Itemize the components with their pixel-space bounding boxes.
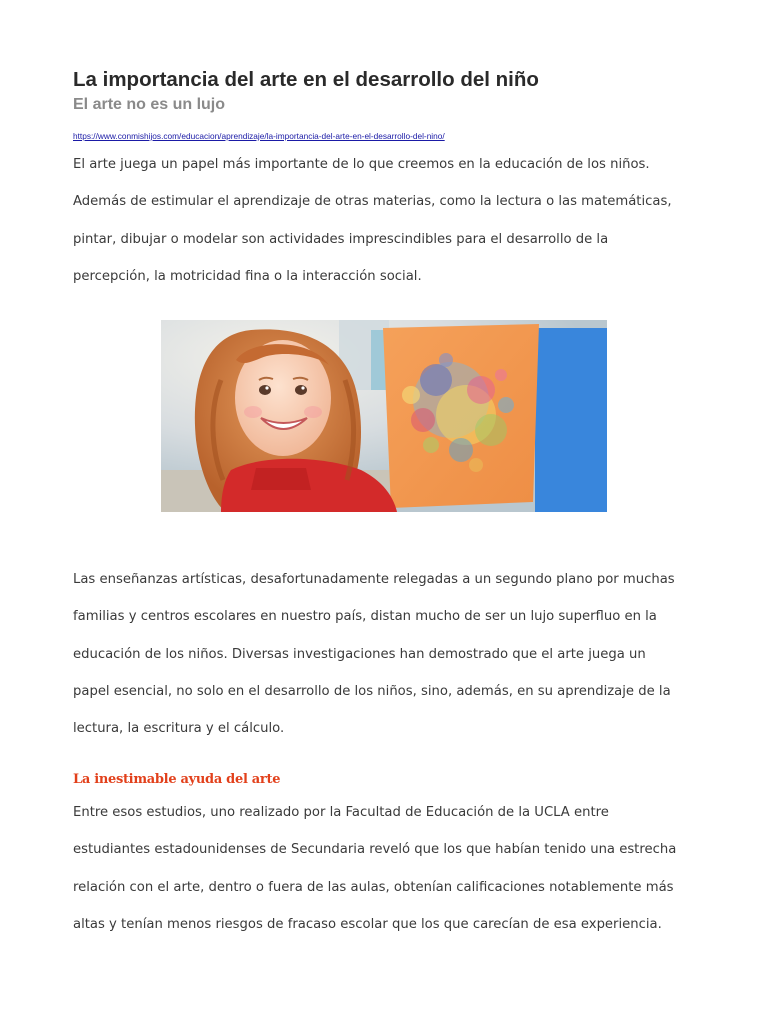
text-line: Además de estimular el aprendizaje de otras materias, como la lectura o las matemáticas,: [73, 194, 672, 210]
body-paragraph-studies: [73, 794, 703, 943]
text-line: estudiantes estadounidenses de Secundaria reveló que los que habían tenido una estrecha: [73, 842, 677, 858]
source-link[interactable]: https://www.conmishijos.com/educacion/aprendizaje/la-importancia-del-arte-en-el-desarrollo-del-nino/: [73, 131, 445, 141]
text-line: percepción, la motricidad fina o la interacción social.: [73, 268, 422, 284]
document-title: La importancia del arte en el desarrollo del niño: [73, 68, 539, 91]
section-heading: La inestimable ayuda del arte: [73, 772, 281, 787]
text-line: altas y tenían menos riesgos de fracaso escolar que los que carecían de esa experiencia.: [73, 916, 662, 932]
text-line: El arte juega un papel más importante de lo que creemos en la educación de los niños.: [73, 157, 650, 172]
text-line: lectura, la escritura y el cálculo.: [73, 721, 285, 737]
text-line: relación con el arte, dentro o fuera de las aulas, obtenían calificaciones notablemente más: [73, 879, 674, 895]
text-line: educación de los niños. Diversas investigaciones han demostrado que el arte juega un: [73, 646, 646, 662]
text-line: Las enseñanzas artísticas, desafortunadamente relegadas a un segundo plano por muchas: [73, 572, 675, 587]
document-subtitle: El arte no es un lujo: [73, 96, 226, 113]
article-photo: [161, 320, 607, 512]
body-paragraph-teaching: [73, 561, 703, 747]
text-line: pintar, dibujar o modelar son actividades imprescindibles para el desarrollo de la: [73, 231, 609, 247]
text-line: Entre esos estudios, uno realizado por la Facultad de Educación de la UCLA entre: [73, 805, 609, 820]
text-line: papel esencial, no solo en el desarrollo de los niños, sino, además, en su aprendizaje de la: [73, 683, 671, 699]
intro-paragraph: [73, 146, 703, 295]
text-line: familias y centros escolares en nuestro país, distan mucho de ser un lujo superfluo en la: [73, 609, 657, 625]
